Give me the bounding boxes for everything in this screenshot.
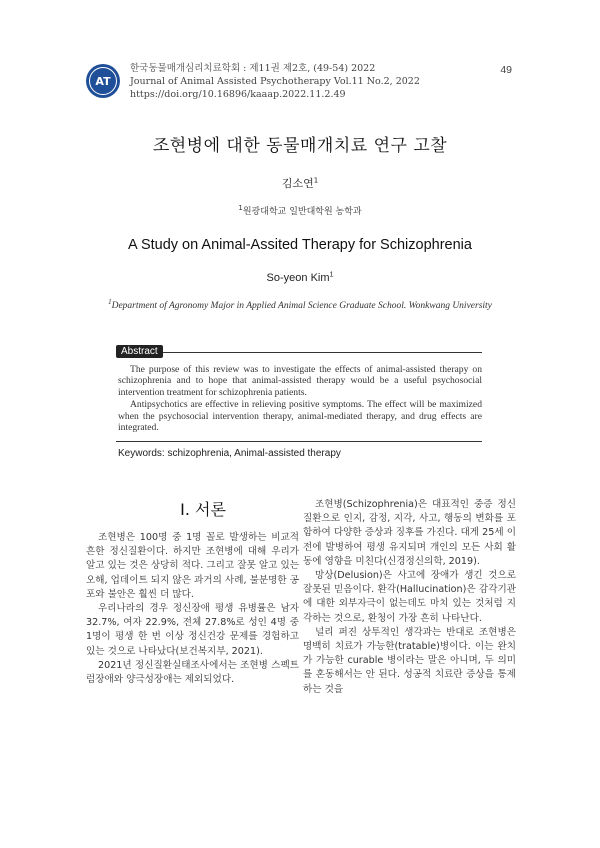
section-title-introduction: Ⅰ. 서론 — [180, 500, 226, 519]
logo-emblem — [89, 67, 117, 95]
paragraph: 2021년 정신질환실태조사에서는 조현병 스펙트럼장애와 양극성장애는 제외되었다. — [86, 659, 299, 686]
keywords: Keywords: schizophrenia, Animal-assisted therapy — [118, 448, 341, 459]
doi-link[interactable]: https://doi.org/10.16896/kaaap.2022.11.2.49 — [130, 89, 346, 100]
body-column-right — [303, 498, 516, 697]
body-column-left — [86, 531, 299, 687]
abstract-divider-bottom — [116, 441, 482, 442]
logo-text: AT — [95, 74, 111, 88]
abstract-paragraph-2: Antipsychotics are effective in relieving positive symptoms. The effect will be maximized when the psychosocial intervention therapy, animal-mediated therapy, and drug effects are integrated. — [118, 399, 482, 434]
aff-ko-sup: 1 — [238, 204, 243, 212]
affiliation-english — [0, 297, 600, 311]
abstract-divider-top — [116, 352, 482, 353]
paragraph: 조현병(Schizophrenia)은 대표적인 중증 정신질환으로 인지, 감정, 지각, 사고, 행동의 변화를 포함하여 다양한 증상과 징후를 가진다. 대게 25세 이전에 발병하여 평생 유지되며 개인의 모든 사회 활동에 영향을 미친다(신경정신의학, 2019). — [303, 499, 516, 567]
abstract-body — [118, 364, 482, 434]
journal-name-ko: 한국동물매개심리치료학회 : 제11권 제2호, (49-54) 2022 — [130, 63, 376, 74]
author-en-name: So-yeon Kim — [266, 272, 330, 284]
journal-name-en: Journal of Animal Assisted Psychotherapy Vol.11 No.2, 2022 — [130, 76, 420, 87]
author-ko-sup: 1 — [313, 176, 319, 185]
aff-ko-text: 원광대학교 일반대학원 농학과 — [242, 207, 362, 217]
author-korean — [0, 175, 600, 191]
abstract-paragraph-1: The purpose of this review was to investigate the effects of animal-assisted therapy on schizophrenia and to hope that animal-assisted therapy would be a useful psychosocial intervention treatment for schizophrenia patients. — [118, 364, 482, 398]
affiliation-korean — [0, 204, 600, 217]
paragraph: 망상(Delusion)은 사고에 장애가 생긴 것으로 잘못된 믿음이다. 환각(Hallucination)은 감각기관에 대한 외부자극이 없는데도 마치 있는 것처럼 지각하는 것으로, 환청이 가장 흔히 나타난다. — [303, 570, 516, 624]
author-ko-name: 김소연 — [281, 177, 314, 190]
author-english — [0, 272, 600, 284]
paragraph: 널리 퍼진 상투적인 생각과는 반대로 조현병은 명백히 치료가 가능한(tratable)병이다. 이는 완치가 가능한 curable 병이라는 말은 아니며, 두 의미를 혼동해서는 안 된다. 성공적 치료란 증상을 통제하는 것을 — [303, 626, 516, 695]
journal-logo — [86, 64, 120, 98]
paragraph: 우리나라의 경우 정신장애 평생 유병률은 남자 32.7%, 여자 22.9%, 전체 27.8%로 성인 4명 중 1명이 평생 한 번 이상 정신건강 문제를 경험하고 있는 것으로 나타났다(보건복지부, 2021). — [86, 603, 299, 657]
page-number: 49 — [500, 64, 512, 76]
title-english: A Study on Animal-Assited Therapy for Schizophrenia — [128, 237, 472, 253]
paragraph: 조현병은 100명 중 1명 꼴로 발생하는 비교적 흔한 정신질환이다. 하지만 조현병에 대해 우리가 알고 있는 것은 상당히 적다. 그리고 잘못 알고 있는 오해, 업데이트 되지 않은 과거의 사례, 불분명한 공포와 불안은 훨씬 더 많다. — [86, 532, 299, 600]
title-korean: 조현병에 대한 동물매개치료 연구 고찰 — [152, 136, 448, 156]
author-en-sup: 1 — [329, 271, 334, 279]
aff-en-text: Department of Agronomy Major in Applied Animal Science Graduate School. Wonkwang University — [111, 301, 492, 311]
abstract-label: Abstract — [116, 345, 163, 358]
aff-en-sup: 1 — [108, 297, 112, 306]
